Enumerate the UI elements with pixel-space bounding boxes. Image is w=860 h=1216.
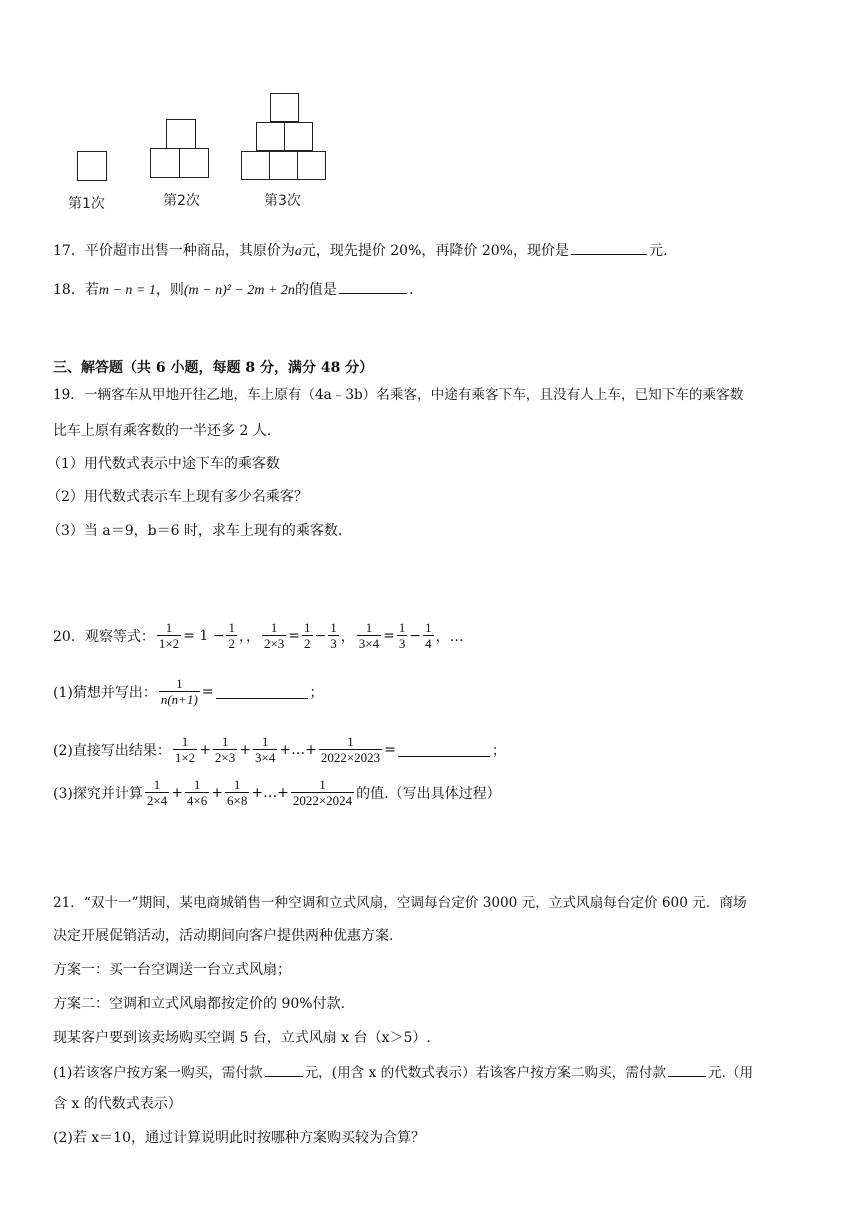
question-19-line2: 比车上原有乘客数的一半还多 2 人. xyxy=(53,423,272,439)
fraction: $\frac{1}{2022\times 2024}$ xyxy=(292,777,353,808)
question-18: 18．若m − n = 1，则(m − n)² − 2m + 2n的值是 . xyxy=(53,279,413,301)
question-21-line2: 决定开展促销活动，活动期间向客户提供两种优惠方案. xyxy=(53,928,394,944)
question-19-part3: （3）当 a＝9，b＝6 时，求车上现有的乘客数. xyxy=(47,523,343,539)
question-21-part1-line2: 含 x 的代数式表示） xyxy=(53,1096,182,1112)
square xyxy=(269,151,298,180)
answer-blank[interactable] xyxy=(398,742,490,757)
fraction: $\frac{1}{2}$ xyxy=(228,620,235,651)
square xyxy=(77,151,107,181)
question-21-plan1: 方案一：买一台空调送一台立式风扇； xyxy=(53,962,291,978)
fraction: $\frac{1}{2\times 3}$ xyxy=(214,734,236,765)
question-20-part2: (2)直接写出结果： $\frac{1}{1\times 2}$ + $\frac{1}{2\times 3}$ + $\frac{1}{3\times 4}$ +…+ $\frac{1}{2022\times 2023}$ = ； xyxy=(53,734,506,765)
fraction: $\frac{1}{1\times 2}$ xyxy=(158,620,180,651)
question-19-line1: 19．一辆客车从甲地开往乙地，车上原有（4a﹣3b）名乘客，中途有乘客下车，且没有人上车，已知下车的乘客数 xyxy=(53,387,744,403)
answer-blank[interactable] xyxy=(339,279,407,294)
square xyxy=(179,148,209,178)
fraction: $\frac{1}{3\times 4}$ xyxy=(255,734,276,765)
square xyxy=(150,148,180,178)
answer-blank[interactable] xyxy=(216,684,308,699)
question-20-part3: (3)探究并计算 $\frac{1}{2\times 4}$ + $\frac{1}{4\times 6}$ + $\frac{1}{6\times 8}$ +…+ $\frac{1}{2022\times 2024}$ 的值.（写出具体过程） xyxy=(53,777,501,808)
figure-label-1: 第1次 xyxy=(68,196,105,212)
fraction: $\frac{1}{4\times 6}$ xyxy=(186,777,208,808)
figure-label-2: 第2次 xyxy=(163,193,200,209)
figure-label-3: 第3次 xyxy=(264,193,301,209)
square xyxy=(241,151,270,180)
question-17: 17．平价超市出售一种商品，其原价为a元，现先提价 20%，再降价 20%，现价是 元. xyxy=(53,240,667,262)
answer-blank[interactable] xyxy=(571,240,647,255)
fraction: $\frac{1}{4}$ xyxy=(425,620,432,651)
question-21-part1: (1)若该客户按方案一购买，需付款 元，(用含 x 的代数式表示）若该客户按方案二购买，需付款 元.（用 xyxy=(53,1062,753,1083)
fraction: $\frac{1}{2022\times 2023}$ xyxy=(320,734,381,765)
question-19-part1: （1）用代数式表示中途下车的乘客数 xyxy=(47,456,280,472)
square xyxy=(270,93,299,122)
fraction: $\frac{1}{2\times 3}$ xyxy=(263,620,285,651)
question-20-part1: (1)猜想并写出： $\frac{1}{n(n+1)}$ = ； xyxy=(53,676,324,707)
square xyxy=(284,122,313,151)
fraction: $\frac{1}{n(n+1)}$ xyxy=(160,676,198,707)
fraction: $\frac{1}{2}$ xyxy=(304,620,311,651)
answer-blank[interactable] xyxy=(668,1062,706,1077)
fraction: $\frac{1}{3}$ xyxy=(398,620,406,651)
fraction: $\frac{1}{3\times 4}$ xyxy=(358,620,380,651)
answer-blank[interactable] xyxy=(265,1062,303,1077)
square xyxy=(256,122,285,151)
question-21-line1: 21．“双十一”期间，某电商城销售一种空调和立式风扇，空调每台定价 3000 元，立式风扇每台定价 600 元．商场 xyxy=(53,895,747,911)
square xyxy=(166,119,196,149)
question-21-line5: 现某客户要到该卖场购买空调 5 台，立式风扇 x 台（x＞5）. xyxy=(53,1030,431,1046)
question-20-intro: 20．观察等式： $\frac{1}{1\times 2}$ = 1 − $\frac{1}{2}$ ，， $\frac{1}{2\times 3}$ = $\frac{1}{2}$ − $\frac{1}{3}$ ， $\frac{1}{3\times 4}$ = $\frac{1}{3}$ − $\frac{1}{4}$ ，… xyxy=(53,620,464,651)
question-19-part2: （2）用代数式表示车上现有多少名乘客？ xyxy=(47,489,308,505)
fraction: $\frac{1}{3}$ xyxy=(330,620,337,651)
fraction: $\frac{1}{1\times 2}$ xyxy=(174,734,196,765)
square xyxy=(297,151,326,180)
question-21-part2: (2)若 x＝10，通过计算说明此时按哪种方案购买较为合算？ xyxy=(53,1130,425,1146)
fraction: $\frac{1}{2\times 4}$ xyxy=(146,777,168,808)
fraction: $\frac{1}{6\times 8}$ xyxy=(227,777,248,808)
section-heading: 三、解答题（共 6 小题，每题 8 分，满分 48 分） xyxy=(53,360,374,376)
question-21-plan2: 方案二：空调和立式风扇都按定价的 90%付款. xyxy=(53,996,346,1012)
